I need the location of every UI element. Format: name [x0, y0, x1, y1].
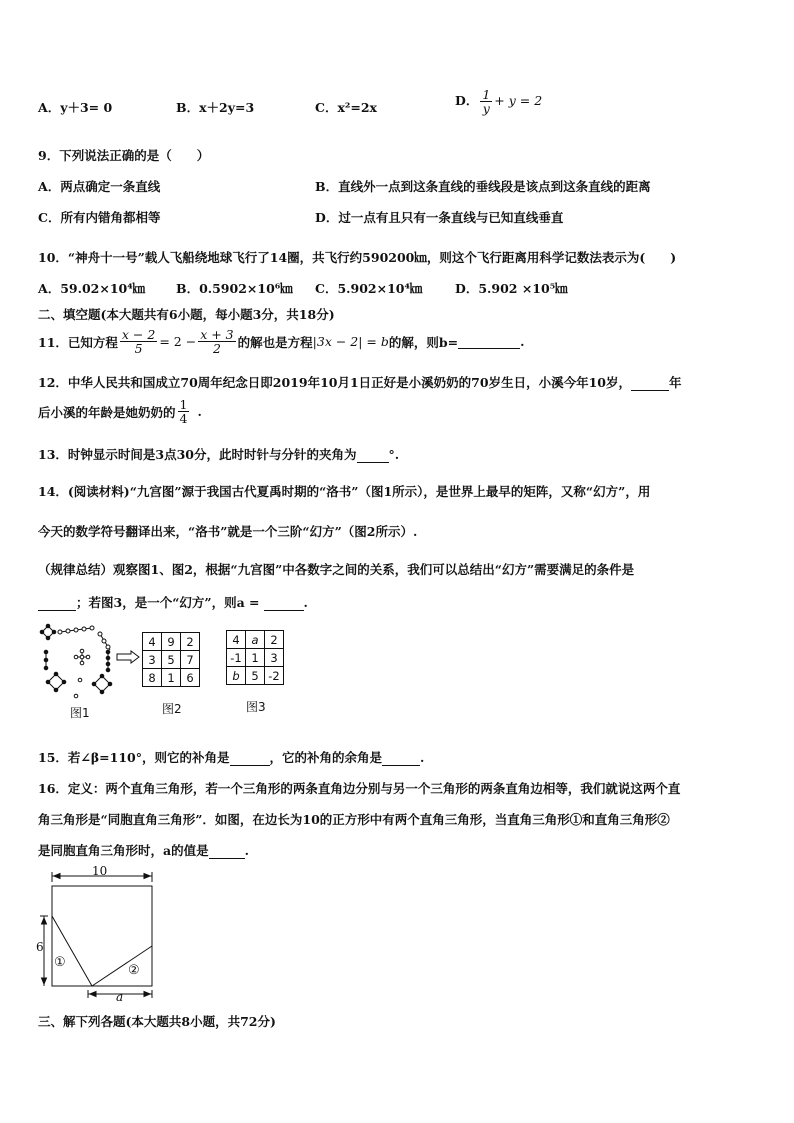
- q8-d-frac-num: 1: [482, 87, 491, 102]
- q16-line3: [38, 841, 249, 859]
- q8-option-d-prefix: D．: [455, 93, 479, 109]
- q12-line1-end: 年: [668, 375, 682, 390]
- q14-line2: 今天的数学符号翻译出来，“洛书”就是一个三阶“幻方”（图2所示）.: [38, 524, 418, 539]
- fig2-cell: 7: [181, 651, 200, 669]
- q9-stem: 9．下列说法正确的是（ ）: [38, 148, 210, 163]
- q12-frac-den: 4: [179, 411, 188, 427]
- q15-text: 15．若∠β=110°，则它的补角是: [38, 750, 230, 765]
- q12-end: .: [197, 404, 202, 420]
- q9-option-b: B．直线外一点到这条直线的垂线段是该点到这条直线的距离: [315, 179, 651, 194]
- fig3-cell: -1: [227, 649, 246, 667]
- fig2-cell: 8: [143, 669, 162, 687]
- fig3-cell: 1: [246, 649, 265, 667]
- fig3-cell: 5: [246, 667, 265, 685]
- figure-square-triangles: [30, 864, 160, 1010]
- q16-line3-text: 是同胞直角三角形时，a的值是: [38, 843, 209, 858]
- q13-answer-blank[interactable]: [357, 449, 389, 463]
- q14-line4-mid: ；若图3，是一个“幻方”，则a =: [76, 595, 260, 610]
- q12-line2: [38, 398, 202, 425]
- fig2-cell: 5: [162, 651, 181, 669]
- q12-line1-text: 12．中华人民共和国成立70周年纪念日即2019年10月1日正好是小溪奶奶的70岁生日，小溪今年10岁，: [38, 375, 631, 390]
- q11-end: .: [520, 334, 525, 350]
- q9-option-d: D．过一点有且只有一条直线与已知直线垂直: [315, 210, 564, 225]
- q15-end: .: [420, 750, 425, 765]
- q11-frac2-den: 2: [212, 341, 221, 357]
- q14-line3: （规律总结）观察图1、图2，根据“九宫图”中各数字之间的关系，我们可以总结出“幻方”需要满足的条件是: [38, 562, 635, 577]
- figure-square-top-label: 10: [92, 864, 108, 878]
- figure-3-caption: 图3: [246, 700, 266, 714]
- q8-option-c: C．x²=2x: [315, 100, 377, 115]
- fig2-cell: 1: [162, 669, 181, 687]
- q14-line1: 14．(阅读材料)“九宫图”源于我国古代夏禹时期的“洛书”（图1所示），是世界上最早的矩阵，又称“幻方”，用: [38, 484, 651, 499]
- q14-line4: [38, 593, 308, 611]
- q12-line2-prefix: 后小溪的年龄是她奶奶的: [38, 404, 176, 420]
- arrow-icon: [116, 650, 140, 664]
- q8-option-a: A．y＋3= 0: [38, 100, 113, 115]
- fig3-cell: 3: [265, 649, 284, 667]
- fig3-cell: a: [246, 631, 265, 649]
- q8-option-d: [455, 88, 542, 115]
- q12-answer-blank[interactable]: [631, 377, 669, 391]
- q15-mid: ，它的补角的余角是: [269, 750, 383, 765]
- q8-d-frac-den: y: [482, 101, 490, 117]
- section-3-heading: 三、解下列各题(本大题共8小题，共72分): [38, 1014, 276, 1029]
- q11-frac1-num: x − 2: [121, 327, 156, 342]
- fig2-cell: 9: [162, 633, 181, 651]
- figure-3-magic-square: [226, 630, 284, 685]
- figure-2-caption: 图2: [162, 702, 182, 716]
- fig2-cell: 6: [181, 669, 200, 687]
- q12-frac-num: 1: [179, 397, 188, 412]
- q8-option-b: B．x＋2y=3: [176, 100, 255, 115]
- q9-option-c: C．所有内错角都相等: [38, 210, 161, 225]
- q15: [38, 748, 424, 766]
- figure-2-magic-square: [142, 632, 200, 687]
- q10-option-b: B．0.5902×10⁶㎞: [176, 281, 293, 296]
- q11-frac2-num: x + 3: [200, 327, 234, 342]
- q11-frac1-den: 5: [134, 341, 143, 357]
- q14-a-blank[interactable]: [264, 597, 304, 611]
- q11-suffix: 的解，则b=: [388, 334, 459, 350]
- q16-line1: 16．定义：两个直角三角形，若一个三角形的两条直角边分别与另一个三角形的两条直角边相等，我们就说这两个直: [38, 781, 681, 796]
- figure-1-caption: 图1: [70, 706, 90, 720]
- q13: [38, 445, 399, 463]
- fig3-cell: -2: [265, 667, 284, 685]
- q15-complement-blank[interactable]: [382, 752, 420, 766]
- q8-d-rest: + y = 2: [494, 93, 543, 109]
- fig3-cell: 2: [265, 631, 284, 649]
- q16-end: .: [244, 843, 249, 858]
- q16-answer-blank[interactable]: [209, 845, 245, 859]
- q11: [38, 328, 524, 355]
- q10-option-a: A．59.02×10⁴㎞: [38, 281, 146, 296]
- q12-line1: [38, 373, 681, 391]
- q14-line4-end: .: [303, 595, 308, 610]
- fig2-cell: 2: [181, 633, 200, 651]
- q11-mid: = 2 −: [159, 334, 197, 350]
- figure-square-triangle-2-label: ②: [128, 963, 140, 978]
- fig2-cell: 4: [143, 633, 162, 651]
- q9-option-a: A．两点确定一条直线: [38, 179, 161, 194]
- q10-stem: 10．“神舟十一号”载人飞船绕地球飞行了14圈，共飞行约590200㎞，则这个飞行距离用科学记数法表示为( ): [38, 250, 677, 265]
- section-2-heading: 二、填空题(本大题共有6小题，每小题3分，共18分): [38, 307, 335, 322]
- q14-condition-blank[interactable]: [38, 597, 76, 611]
- q13-end: °.: [388, 447, 400, 462]
- fig3-cell: 4: [227, 631, 246, 649]
- q11-answer-blank[interactable]: [458, 335, 520, 349]
- figure-square-bottom-label: a: [116, 990, 124, 1004]
- figure-square-left-label: 6: [36, 940, 44, 954]
- q13-text: 13．时钟显示时间是3点30分，此时时针与分针的夹角为: [38, 447, 357, 462]
- q16-line2: 角三角形是“同胞直角三角形”．如图，在边长为10的正方形中有两个直角三角形，当直角三角形①和直角三角形②: [38, 812, 670, 827]
- q10-option-c: C．5.902×10⁴㎞: [315, 281, 423, 296]
- figure-square-triangle-1-label: ①: [54, 955, 66, 970]
- fig2-cell: 3: [143, 651, 162, 669]
- q10-option-d: D．5.902 ×10⁵㎞: [455, 281, 568, 296]
- fig3-cell: b: [227, 667, 246, 685]
- q11-prefix: 11．已知方程: [38, 334, 118, 350]
- q11-text2: 的解也是方程: [237, 334, 313, 350]
- q11-abs-expr: |3x − 2| = b: [312, 334, 389, 350]
- q15-supplement-blank[interactable]: [230, 752, 270, 766]
